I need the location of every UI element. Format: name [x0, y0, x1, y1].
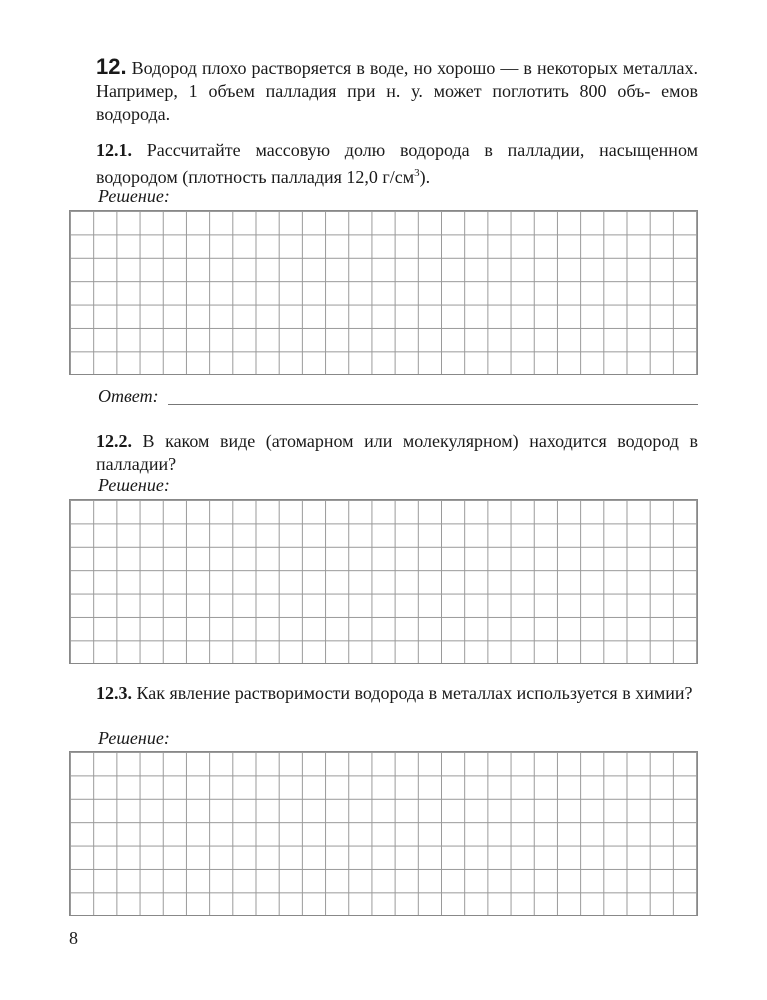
- subtask-text: В каком виде (атомарном или молекулярном) находится водород в палладии?: [96, 431, 699, 474]
- solution-label: Решение:: [98, 475, 170, 495]
- answer-label: Ответ:: [98, 386, 159, 406]
- solution-grid-12-1[interactable]: [69, 210, 698, 375]
- page-number: 8: [69, 928, 78, 948]
- subtask-12-2-question: [96, 430, 698, 476]
- subtask-text-end: ).: [419, 167, 431, 187]
- subtask-12-3-question: [96, 682, 698, 705]
- task-12-intro: [96, 55, 698, 126]
- solution-label: Решение:: [98, 728, 170, 748]
- solution-label: Решение:: [98, 186, 170, 206]
- subtask-text: Как явление растворимости водорода в металлах используется в химии?: [136, 683, 693, 703]
- answer-line[interactable]: [168, 404, 698, 405]
- superscript: 3: [414, 167, 420, 179]
- task-text: Водород плохо растворяется в воде, но хорошо — в некоторых металлах. Например, 1 объем палладия при н. у. может поглотить 800 объ- емов водорода.: [96, 58, 698, 124]
- solution-grid-12-2[interactable]: [69, 499, 698, 664]
- subtask-number: 12.3.: [96, 683, 132, 703]
- subtask-12-1-question: [96, 139, 698, 189]
- subtask-number: 12.1.: [96, 140, 132, 160]
- solution-grid-12-3[interactable]: [69, 751, 698, 916]
- task-number: 12.: [96, 54, 127, 79]
- subtask-text: Рассчитайте массовую долю водорода в палладии, насыщенном водородом (плотность палладия 12,0 г/см: [96, 140, 698, 187]
- subtask-number: 12.2.: [96, 431, 132, 451]
